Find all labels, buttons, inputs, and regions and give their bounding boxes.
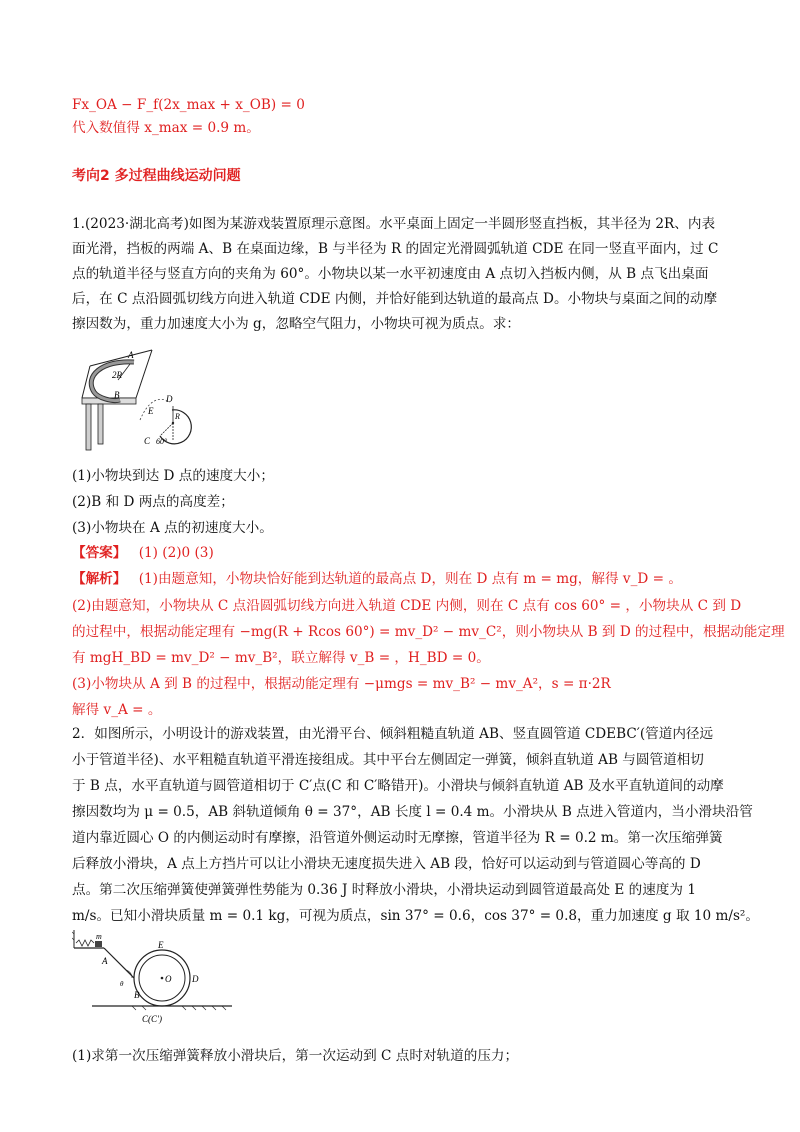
- fig2-label-theta: θ: [120, 980, 124, 988]
- q2-line-4: 擦因数均为 μ = 0.5，AB 斜轨道倾角 θ = 37°，AB 长度 l = 0.4 m。小滑块从 B 点进入管道内，当小滑块沿管: [72, 804, 753, 820]
- fig1-label-2R: 2R: [112, 370, 122, 380]
- analysis-text-1: (1)由题意知，小物块恰好能到达轨道的最高点 D，则在 D 点有 m = mg，解得 v_D = 。: [138, 571, 682, 587]
- q2-line-5: 道内靠近圆心 O 的内侧运动时有摩擦，沿管道外侧运动时无摩擦，管道半径为 R = 0.2 m。第一次压缩弹簧: [72, 830, 723, 846]
- q1-sub-1: (1)小物块到达 D 点的速度大小；: [72, 468, 274, 484]
- q1-analysis-2b: 的过程中，根据动能定理有 −mg(R + Rcos 60°) = mv_D² − mv_C²，则小物块从 B 到 D 的过程中，根据动能定理: [72, 624, 785, 640]
- analysis-tag: 【解析】: [72, 571, 127, 587]
- q1-line-1: 1.(2023·湖北高考)如图为某游戏装置原理示意图。水平桌面上固定一半圆形竖直挡板，其半径为 2R、内表: [72, 216, 716, 232]
- figure-2-tube-track: [72, 926, 240, 1030]
- q1-analysis-3b: 解得 v_A = 。: [72, 702, 162, 718]
- q1-line-3: 点的轨道半径与竖直方向的夹角为 60°。小物块以某一水平初速度由 A 点切入挡板内侧，从 B 点飞出桌面: [72, 266, 709, 282]
- q1-analysis-2c: 有 mgH_BD = mv_D² − mv_B²，联立解得 v_B = ，H_BD = 0。: [72, 650, 490, 666]
- q1-analysis-3a: (3)小物块从 A 到 B 的过程中，根据动能定理有 −μmgs = mv_B² − mv_A²，s = π·2R: [72, 676, 611, 692]
- section-heading: 考向2 多过程曲线运动问题: [72, 168, 241, 184]
- q2-line-6: 后释放小滑块，A 点上方挡片可以让小滑块无速度损失进入 AB 段，恰好可以运动到与管道圆心等高的 D: [72, 856, 701, 872]
- fig1-label-C: C: [144, 436, 151, 446]
- figure-1-game-device: [72, 340, 220, 452]
- fig1-label-angle: 60°: [156, 437, 168, 446]
- q1-sub-2: (2)B 和 D 两点的高度差；: [72, 494, 234, 510]
- q1-line-2: 面光滑，挡板的两端 A、B 在桌面边缘，B 与半径为 R 的固定光滑圆弧轨道 CDE 在同一竖直平面内，过 C: [72, 241, 719, 257]
- fig2-label-A: A: [102, 956, 108, 966]
- q2-sub-1: (1)求第一次压缩弹簧释放小滑块后，第一次运动到 C 点时对轨道的压力；: [72, 1048, 519, 1064]
- q1-line-4: 后，在 C 点沿圆弧切线方向进入轨道 CDE 内侧，并恰好能到达轨道的最高点 D。小物块与桌面之间的动摩: [72, 291, 718, 307]
- q1-line-5: 擦因数为，重力加速度大小为 g，忽略空气阻力，小物块可视为质点。求：: [72, 316, 521, 332]
- fig2-label-C: C(C′): [142, 1014, 162, 1024]
- fig2-label-B: B: [134, 990, 140, 1000]
- top-formula-1: Fx_OA − F_f(2x_max + x_OB) = 0: [72, 97, 305, 113]
- answer-tag: 【答案】: [72, 545, 127, 561]
- q1-analysis-2a: (2)由题意知，小物块从 C 点沿圆弧切线方向进入轨道 CDE 内侧，则在 C 点有 cos 60° = ，小物块从 C 到 D: [72, 598, 742, 614]
- q2-line-8: m/s。已知小滑块质量 m = 0.1 kg，可视为质点，sin 37° = 0.6，cos 37° = 0.8，重力加速度 g 取 10 m/s²。: [72, 908, 759, 924]
- answer-text: (1) (2)0 (3): [138, 545, 214, 561]
- fig1-label-B: B: [114, 390, 120, 400]
- fig1-label-A: A: [128, 350, 134, 360]
- fig1-label-D: D: [166, 394, 173, 404]
- q1-answer: [72, 543, 732, 563]
- q2-line-7: 点。第二次压缩弹簧使弹簧弹性势能为 0.36 J 时释放小滑块，小滑块运动到圆管道最高处 E 的速度为 1: [72, 882, 696, 898]
- fig1-label-E: E: [148, 406, 154, 416]
- fig2-label-D: D: [192, 974, 199, 984]
- fig2-label-E: E: [158, 940, 164, 950]
- fig1-label-R: R: [175, 412, 180, 421]
- fig2-label-m: m: [96, 932, 102, 941]
- top-formula-2: 代入数值得 x_max = 0.9 m。: [72, 120, 260, 136]
- fig2-label-O: O: [165, 974, 172, 984]
- q2-line-3: 于 B 点，水平直轨道与圆管道相切于 C′点(C 和 C′略错开)。小滑块与倾斜直轨道 AB 及水平直轨道间的动摩: [72, 778, 724, 794]
- q1-sub-3: (3)小物块在 A 点的初速度大小。: [72, 520, 273, 536]
- q1-analysis-1: [72, 569, 732, 589]
- q2-line-2: 小于管道半径)、水平粗糙直轨道平滑连接组成。其中平台左侧固定一弹簧，倾斜直轨道 AB 与圆管道相切: [72, 752, 704, 768]
- q2-line-1: 2．如图所示，小明设计的游戏装置，由光滑平台、倾斜粗糙直轨道 AB、竖直圆管道 CDEBC′(管道内径远: [72, 726, 714, 742]
